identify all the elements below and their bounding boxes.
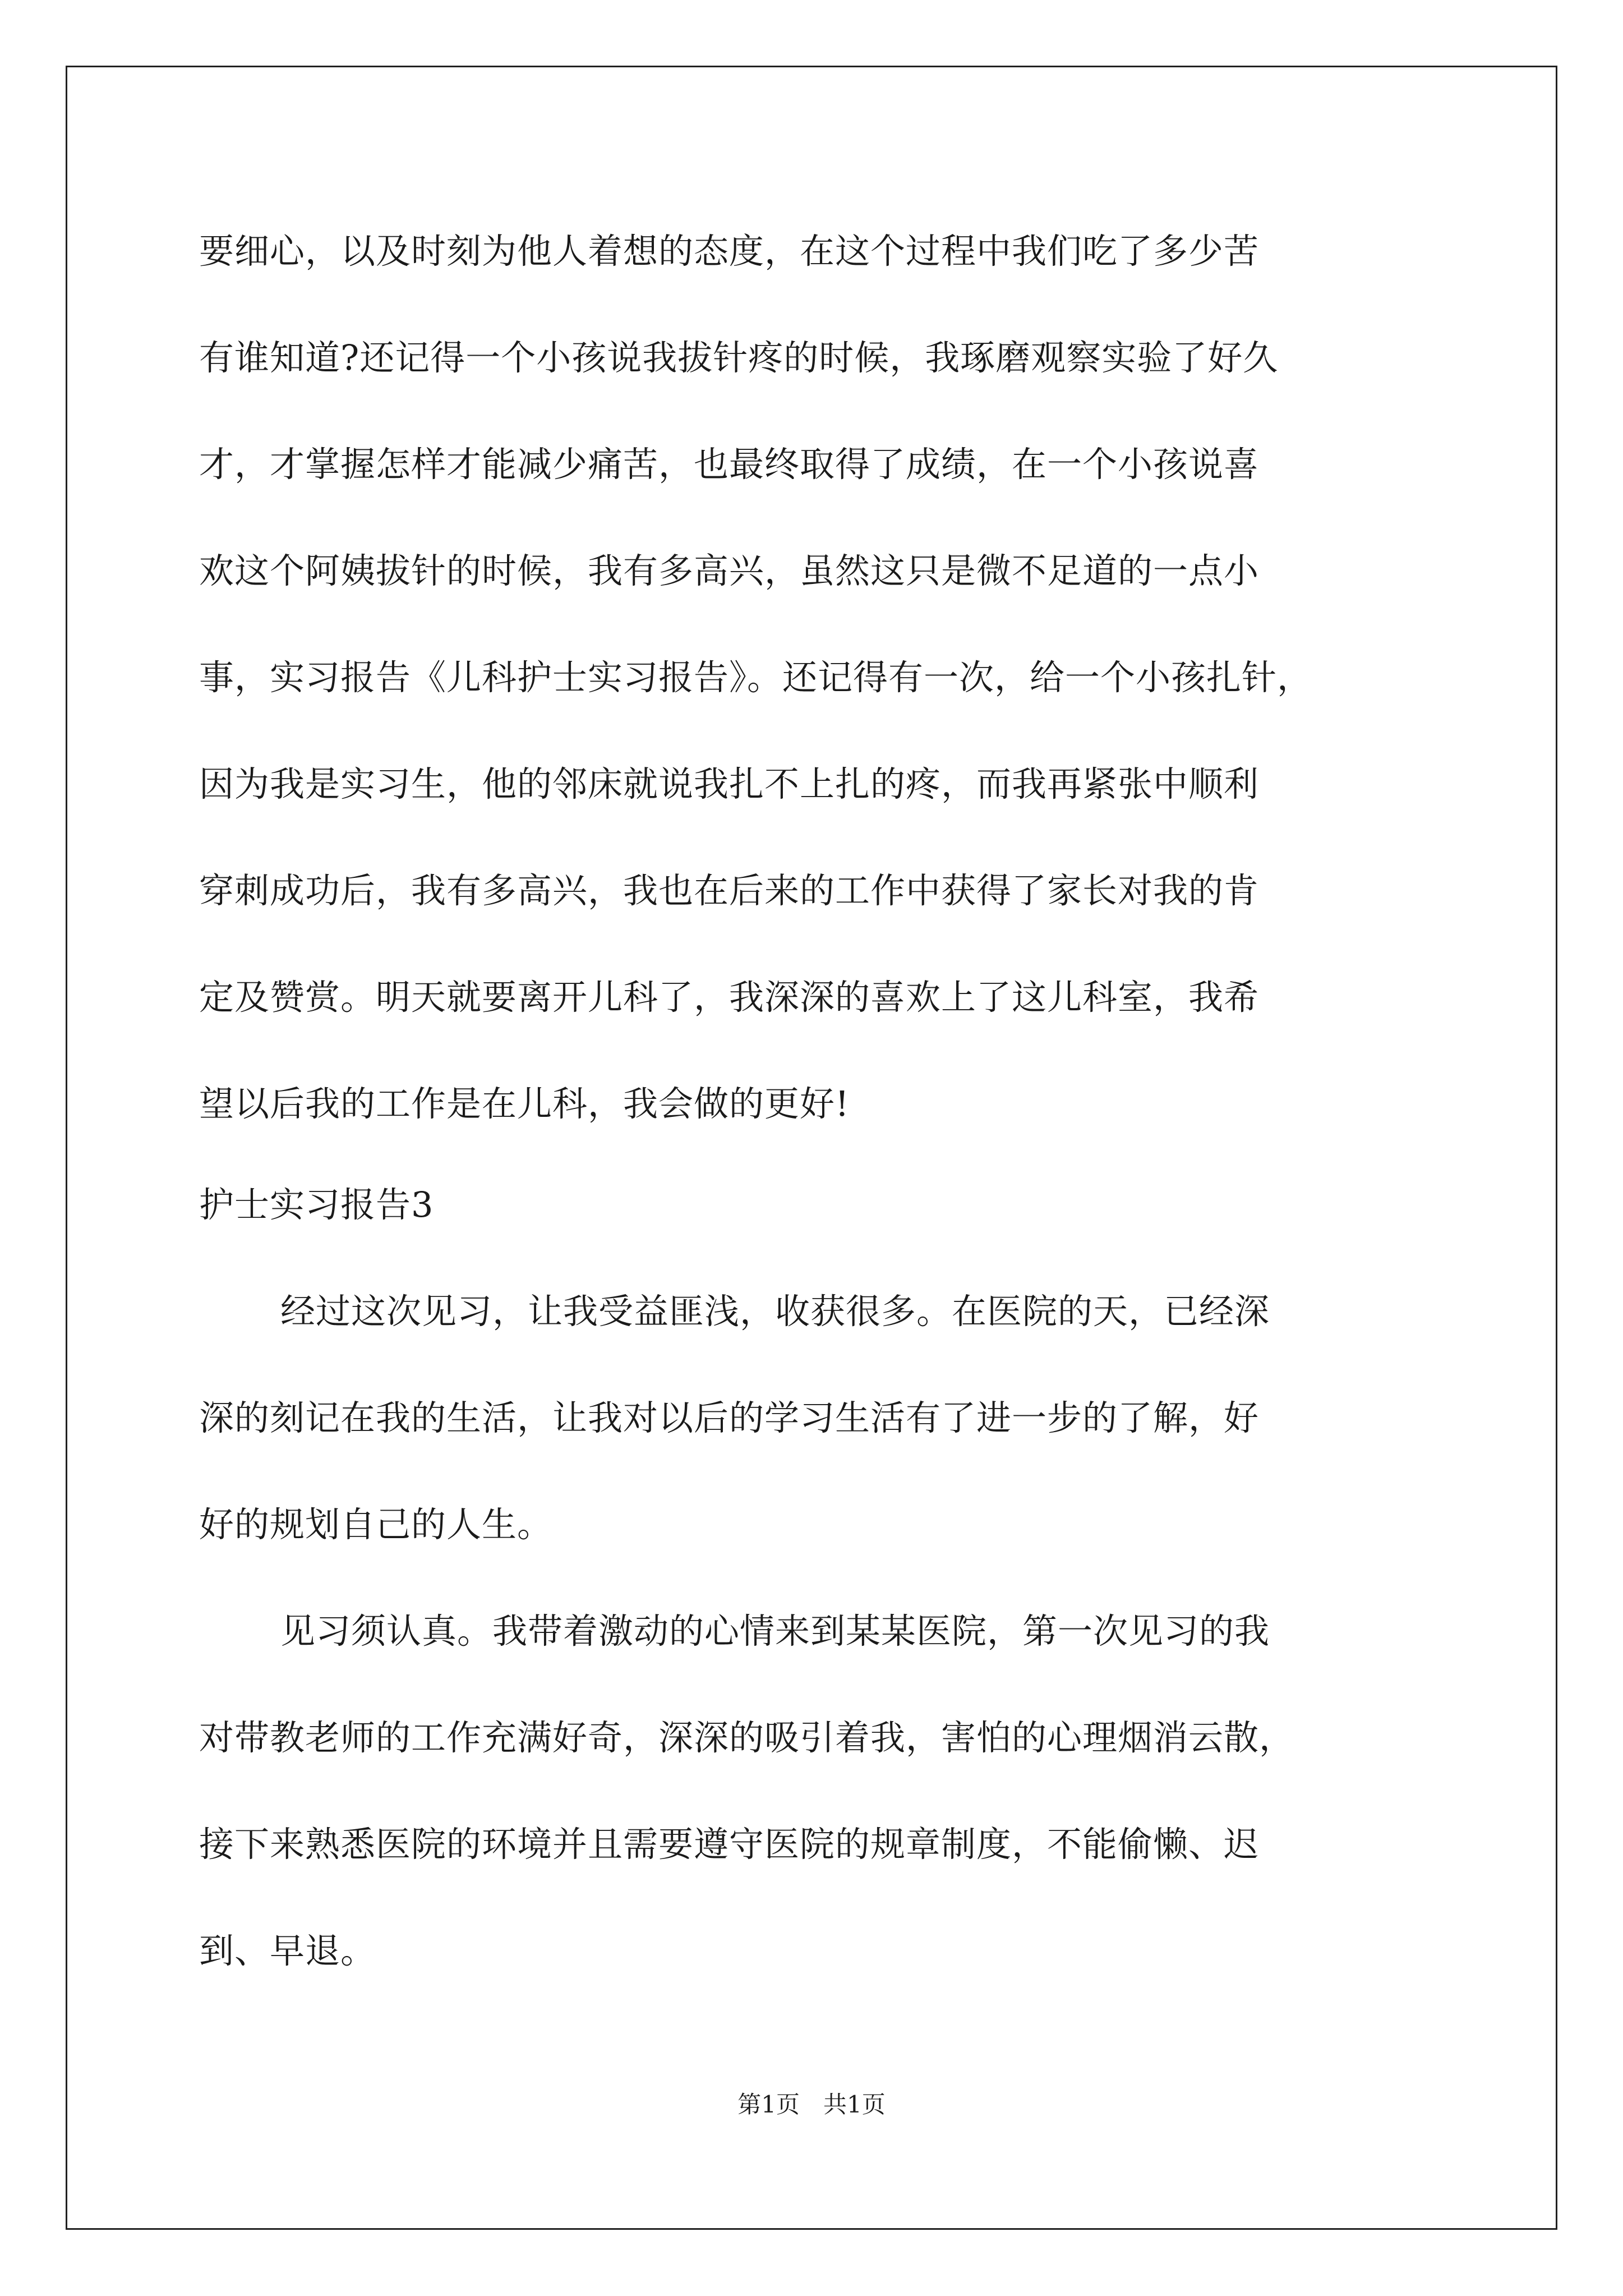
paragraph-line: 见习须认真。我带着激动的心情来到某某医院，第一次见习的我 bbox=[280, 1611, 1270, 1651]
paragraph-line: 好的规划自己的人生。 bbox=[199, 1504, 553, 1545]
paragraph-line: 对带教老师的工作充满好奇，深深的吸引着我，害怕的心理烟消云散， bbox=[199, 1717, 1295, 1758]
paragraph-line: 欢这个阿姨拔针的时候，我有多高兴，虽然这只是微不足道的一点小 bbox=[199, 550, 1260, 591]
paragraph-line: 穿刺成功后，我有多高兴，我也在后来的工作中获得了家长对我的肯 bbox=[199, 870, 1260, 911]
paragraph-line: 接下来熟悉医院的环境并且需要遵守医院的规章制度，不能偷懒、迟 bbox=[199, 1824, 1260, 1865]
section-heading: 护士实习报告3 bbox=[199, 1184, 434, 1225]
paragraph-line: 有谁知道?还记得一个小孩说我拔针疼的时候，我琢磨观察实验了好久 bbox=[199, 337, 1279, 378]
paragraph-line: 要细心，以及时刻为他人着想的态度，在这个过程中我们吃了多少苦 bbox=[199, 231, 1260, 272]
paragraph-line: 因为我是实习生，他的邻床就说我扎不上扎的疼，而我再紧张中顺利 bbox=[199, 763, 1260, 804]
paragraph-line: 望以后我的工作是在儿科，我会做的更好! bbox=[199, 1083, 850, 1124]
page-border bbox=[66, 66, 1557, 2230]
paragraph-line: 事，实习报告《儿科护士实习报告》。还记得有一次，给一个小孩扎针， bbox=[199, 657, 1313, 698]
page-footer: 第1页 共1页 bbox=[737, 2091, 886, 2118]
paragraph-line: 经过这次见习，让我受益匪浅，收获很多。在医院的天，已经深 bbox=[280, 1291, 1270, 1332]
paragraph-line: 才，才掌握怎样才能减少痛苦，也最终取得了成绩，在一个小孩说喜 bbox=[199, 444, 1260, 485]
paragraph-line: 到、早退。 bbox=[199, 1930, 376, 1971]
paragraph-line: 定及赞赏。明天就要离开儿科了，我深深的喜欢上了这儿科室，我希 bbox=[199, 977, 1260, 1018]
paragraph-line: 深的刻记在我的生活，让我对以后的学习生活有了进一步的了解，好 bbox=[199, 1397, 1260, 1438]
